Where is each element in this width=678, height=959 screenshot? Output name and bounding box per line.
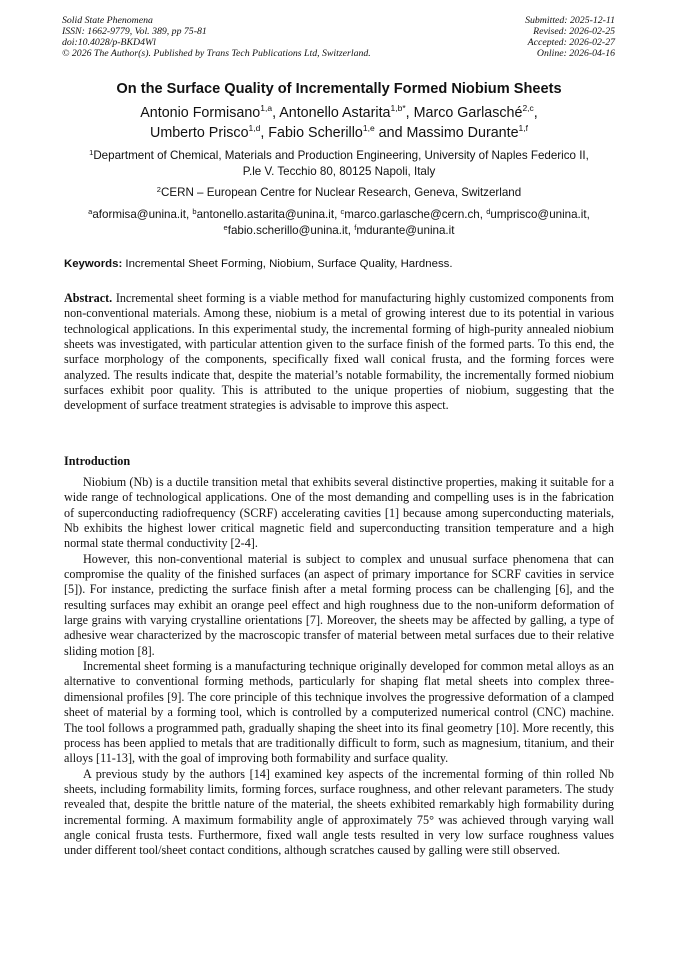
author: Antonello Astarita$^{1,b*}$, [279, 103, 414, 121]
author: Umberto Prisco$^{1,d}$, [150, 123, 269, 141]
abstract-text: Incremental sheet forming is a viable method for manufacturing highly customized components from non-conventional materials. Among these, niobium is a metal of growing interest due to its potential in various technological applications. In this experimental study, the incremental forming of high-purity annealed niobium sheets was investigated, with particular attention given to the surface finish of the formed parts. To this end, the surface morphology of the components, specifically fixed wall conical frusta, and the forming forces were analyzed. The results indicate that, despite the material’s notable formability, the incrementally formed niobium surfaces exhibit poor quality. This is attributed to the unique properties of niobium, suggesting that the development of surface treatment strategies is advisable to improve this aspect. [64, 291, 614, 413]
email-item[interactable]: $^f$mdurante@unina.it [354, 222, 455, 237]
email-item[interactable]: $^b$antonello.astarita@unina.it [192, 207, 335, 221]
email-item[interactable]: $^c$marco.garlasche@cern.ch [340, 207, 480, 221]
paper-title: On the Surface Quality of Incrementally Formed Niobium Sheets [116, 81, 562, 97]
author: Fabio Scherillo$^{1,e}$ and [268, 123, 407, 141]
paragraph: Incremental sheet forming is a manufacturing technique originally developed for common metal alloys as an alternative to conventional forming methods, particularly for shaping flat metal sheets into complex three-dimensional profiles [9]. The core principle of this technique involves the progressive deformation of a clamped sheet of material by a forming tool, which is controlled by a computerized numerical control (CNC) machine. The tool follows a programmed path, gradually shaping the sheet into its final geometry [10]. More recently, this process has been applied to metals that are traditionally difficult to form, such as magnesium, titanium, and their alloys [11-13], with the goal of improving both formability and surface quality. [64, 659, 614, 766]
email-item[interactable]: $^a$aformisa@unina.it [88, 207, 186, 221]
online-date: Online: 2026-04-16 [536, 48, 615, 59]
journal-issn: ISSN: 1662-9779, Vol. 389, pp 75-81 [62, 26, 207, 37]
abstract [64, 291, 614, 414]
email-item[interactable]: $^d$umprisco@unina.it [486, 207, 587, 221]
email-item[interactable]: $^e$fabio.scherillo@unina.it [223, 222, 348, 237]
abstract-label: Abstract. [64, 291, 113, 305]
author: Marco Garlasché$^{2,c}$, [413, 103, 538, 121]
email-list: $^a$aformisa@unina.it, $^b$antonello.astarita@unina.it, $^c$marco.garlasche@cern.ch, $^d$umprisco@unina.it, $^e$fabio.scherillo@unina.it, $^f$mdurante@unina.it [88, 207, 590, 237]
section-heading-introduction: Introduction [64, 454, 131, 468]
affiliation-1: $^1$Department of Chemical, Materials and Production Engineering, University of Naples Federico II, P.le V. Tecchio 80, 80125 Napoli, Italy [89, 148, 589, 178]
author: Antonio Formisano$^{1,a}$, [140, 103, 280, 121]
submitted-date: Submitted: 2025-12-11 [525, 15, 615, 26]
journal-name: Solid State Phenomena [62, 15, 153, 26]
revised-date: Revised: 2026-02-25 [533, 26, 615, 37]
keywords [64, 257, 616, 271]
publication-dates [525, 15, 615, 59]
keywords-text: Incremental Sheet Forming, Niobium, Surface Quality, Hardness. [125, 258, 453, 270]
author: Massimo Durante$^{1,f}$ [406, 123, 528, 141]
accepted-date: Accepted: 2026-02-27 [527, 37, 615, 48]
keywords-label: Keywords: [64, 258, 123, 270]
paragraph: Niobium (Nb) is a ductile transition metal that exhibits several distinctive properties, making it suitable for a wide range of technological applications. One of the most demanding and compelling uses is in the fabrication of superconducting radiofrequency (SCRF) accelerating cavities [1] because among superconducting materials, Nb exhibits the highest lower critical magnetic field and superconducting transition temperature and a high normal state thermal conductivity [2-4]. [64, 475, 614, 551]
copyright-line: © 2026 The Author(s). Published by Trans Tech Publications Ltd, Switzerland. [62, 48, 371, 59]
paragraph: A previous study by the authors [14] examined key aspects of the incremental forming of thin rolled Nb sheets, including formability limits, forming forces, surface roughness, and other relevant parameters. The study revealed that, despite the brittle nature of the material, the sheets exhibited remarkably high formability during incremental forming. A maximum formability angle of approximately 75° was achieved through varying wall angle conical frusta tests. Furthermore, fixed wall angle tests resulted in very low surface roughness values under different tool/sheet contact conditions, although scratches caused by galling were still observed. [64, 766, 614, 858]
author-list [40, 103, 638, 143]
affiliation-2: $^2$CERN – European Centre for Nuclear Research, Geneva, Switzerland [156, 185, 522, 199]
introduction-body [64, 475, 614, 859]
journal-info [62, 15, 371, 59]
journal-doi[interactable]: doi:10.4028/p-BKD4Wl [62, 37, 156, 48]
paragraph: However, this non-conventional material is subject to complex and unusual surface phenomena that can compromise the quality of the finished surfaces (an aspect of primary importance for SCRF cavities in service [5]). For instance, predicting the surface finish after a metal forming process can be challenging [6], and the resulting surfaces may exhibit an orange peel effect and high roughness due to the non-uniform deformation of large grains with varying crystalline orientations [7]. Moreover, the sheets may be affected by galling, a type of adhesive wear characterized by the macroscopic transfer of material between metal surfaces due to their relative sliding motion [8]. [64, 551, 614, 658]
